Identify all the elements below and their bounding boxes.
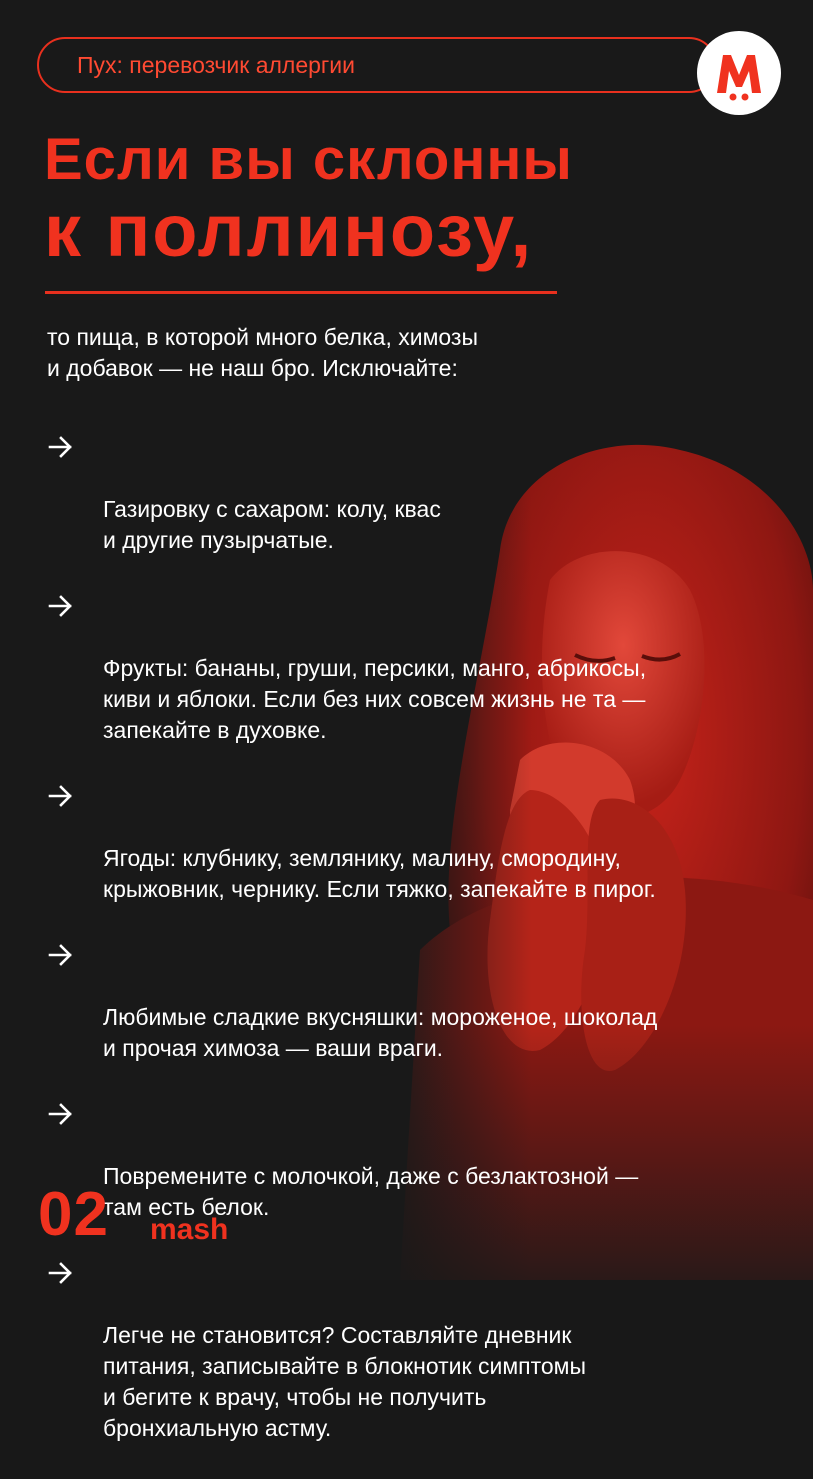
list-item	[47, 1258, 787, 1444]
list-item-text: Любимые сладкие вкусняшки: мороженое, шоколад и прочая химоза — ваши враги.	[103, 1004, 658, 1061]
list-item-text: Фрукты: бананы, груши, персики, манго, абрикосы, киви и яблоки. Если без них совсем жизнь не та — запекайте в духовке.	[103, 655, 647, 743]
mash-logo-icon	[697, 31, 781, 115]
arrow-right-icon	[49, 1103, 73, 1125]
topic-pill	[37, 37, 717, 93]
exclusion-list	[47, 432, 787, 1479]
arrow-right-icon	[49, 1262, 73, 1284]
headline-line-2: к поллинозу,	[44, 189, 534, 272]
list-item-text: Легче не становится? Составляйте дневник питания, записывайте в блокнотик симптомы и бегите к врачу, чтобы не получить бронхиальную астму.	[103, 1322, 587, 1441]
intro-text: то пища, в которой много белка, химозы и добавок — не наш бро. Исключайте:	[47, 324, 479, 381]
list-item	[47, 432, 787, 556]
arrow-right-icon	[49, 436, 73, 458]
list-item	[47, 940, 787, 1064]
headline-line-1: Если вы склонны	[44, 127, 573, 192]
arrow-right-icon	[49, 944, 73, 966]
list-item	[47, 781, 787, 905]
arrow-right-icon	[49, 785, 73, 807]
topic-label: Пух: перевозчик аллергии	[77, 51, 355, 78]
list-item-text: Ягоды: клубнику, землянику, малину, смородину, крыжовник, чернику. Если тяжко, запекайте в пирог.	[103, 845, 656, 902]
page-number: 02	[38, 1180, 109, 1249]
list-item-text: Газировку с сахаром: колу, квас и другие пузырчатые.	[103, 496, 441, 553]
headline	[44, 128, 784, 270]
brand-wordmark: mash	[150, 1213, 229, 1246]
divider	[45, 291, 557, 294]
arrow-right-icon	[49, 595, 73, 617]
list-item	[47, 1099, 787, 1223]
list-item	[47, 591, 787, 746]
list-item-text: Повремените с молочкой, даже с безлактозной — там есть белок.	[103, 1163, 639, 1220]
